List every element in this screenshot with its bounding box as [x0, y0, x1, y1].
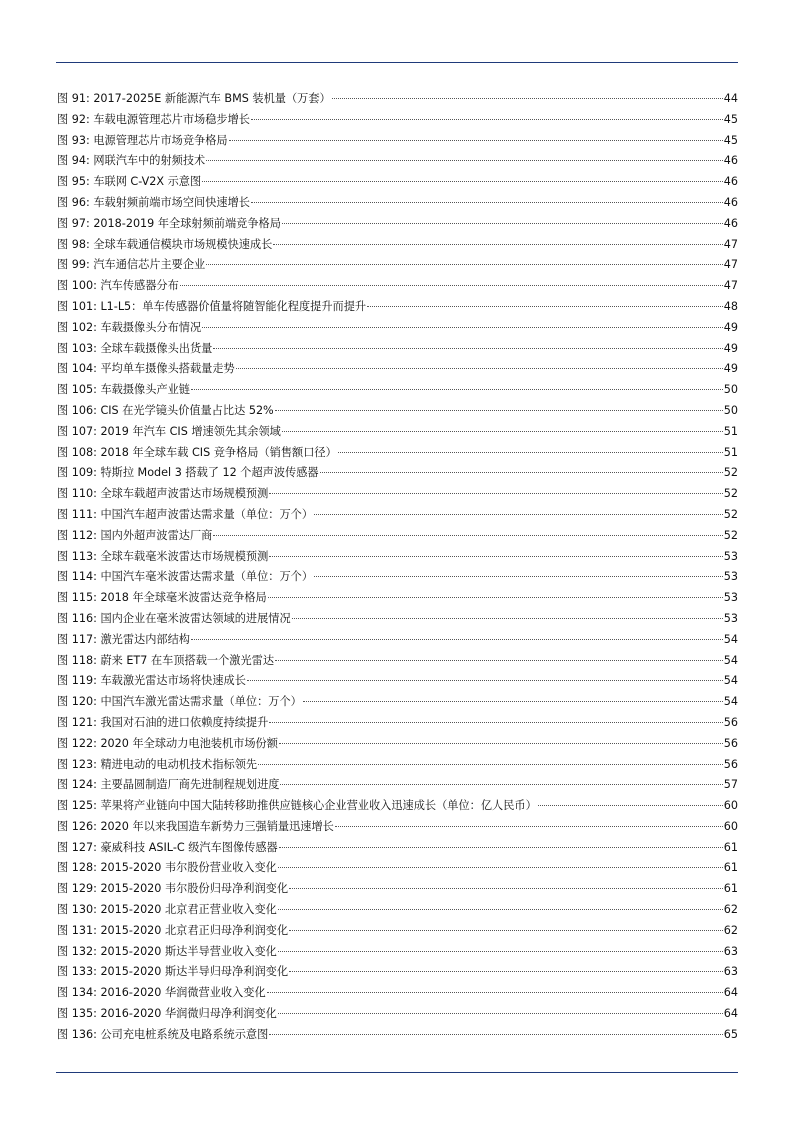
figure-number: 图 135:: [57, 1007, 97, 1021]
figure-title: 车载电源管理芯片市场稳步增长: [93, 112, 250, 126]
page-number: 60: [723, 799, 738, 813]
figure-title: 2016-2020 华润微归母净利润变化: [100, 1007, 277, 1021]
page-number: 45: [723, 133, 738, 147]
dot-leader: [280, 784, 722, 785]
figure-title: 蔚来 ET7 在车顶搭载一个激光雷达: [100, 653, 275, 667]
toc-entry[interactable]: [57, 380, 738, 401]
dot-leader: [191, 389, 723, 390]
figure-number: 图 122:: [57, 736, 97, 750]
toc-entry[interactable]: [57, 151, 738, 172]
dot-leader: [278, 867, 723, 868]
dot-leader: [367, 306, 723, 307]
figure-number: 图 98:: [57, 237, 90, 251]
page-number: 46: [723, 175, 738, 189]
figure-title: 网联汽车中的射频技术: [93, 154, 206, 168]
toc-entry[interactable]: [57, 671, 738, 692]
figure-title: 2015-2020 韦尔股份归母净利润变化: [100, 882, 289, 896]
figure-title: 豪威科技 ASIL-C 级汽车图像传感器: [100, 840, 278, 854]
toc-entry[interactable]: [57, 526, 738, 547]
toc-entry[interactable]: [57, 505, 738, 526]
figure-number: 图 105:: [57, 383, 97, 397]
figure-number: 图 100:: [57, 279, 97, 293]
figure-title: 2015-2020 斯达半导归母净利润变化: [100, 965, 289, 979]
figure-number: 图 115:: [57, 591, 97, 605]
page-number: 54: [723, 695, 738, 709]
toc-entry[interactable]: [57, 339, 738, 360]
figure-title: 苹果将产业链向中国大陆转移助推供应链核心企业营业收入迅速成长（单位：亿人民币）: [100, 799, 537, 813]
page-number: 48: [723, 299, 738, 313]
dot-leader: [213, 348, 722, 349]
figure-number: 图 117:: [57, 632, 97, 646]
figure-number: 图 94:: [57, 154, 90, 168]
figure-number: 图 125:: [57, 799, 97, 813]
figure-title: 全球车载摄像头出货量: [100, 341, 213, 355]
toc-entry[interactable]: [57, 713, 738, 734]
figure-number: 图 120:: [57, 695, 97, 709]
figure-title: 中国汽车超声波雷达需求量（单位：万个）: [100, 507, 314, 521]
figure-number: 图 131:: [57, 923, 97, 937]
figure-title: 车载摄像头分布情况: [100, 320, 202, 334]
dot-leader: [251, 202, 723, 203]
figure-title: L1-L5：单车传感器价值量将随智能化程度提升而提升: [100, 299, 367, 313]
figure-number: 图 109:: [57, 466, 97, 480]
page-number: 47: [723, 279, 738, 293]
page-number: 51: [723, 424, 738, 438]
toc-entry[interactable]: [57, 422, 738, 443]
figure-number: 图 91:: [57, 92, 90, 105]
figure-number: 图 121:: [57, 715, 97, 729]
toc-entry[interactable]: [57, 942, 738, 963]
page-number: 61: [723, 840, 738, 854]
dot-leader: [278, 951, 723, 952]
page-number: 53: [723, 611, 738, 625]
figure-number: 图 110:: [57, 487, 97, 501]
figure-title: 车载射频前端市场空间快速增长: [93, 195, 250, 209]
dot-leader: [338, 452, 723, 453]
toc-entry[interactable]: [57, 630, 738, 651]
page-number: 50: [723, 383, 738, 397]
figure-title: 我国对石油的进口依赖度持续提升: [100, 715, 269, 729]
page-number: 61: [723, 882, 738, 896]
page-number: 52: [723, 507, 738, 521]
figure-number: 图 114:: [57, 570, 97, 584]
figure-number: 图 126:: [57, 819, 97, 833]
figure-number: 图 95:: [57, 175, 90, 189]
figure-title: 精进电动的电动机技术指标领先: [100, 757, 258, 771]
toc-entry[interactable]: [57, 567, 738, 588]
figure-toc-list: [57, 89, 738, 1046]
toc-entry[interactable]: [57, 255, 738, 276]
dot-leader: [292, 618, 723, 619]
toc-entry[interactable]: [57, 692, 738, 713]
footer-rule: [56, 1072, 738, 1073]
figure-number: 图 116:: [57, 611, 97, 625]
dot-leader: [275, 660, 723, 661]
page-number: 46: [723, 154, 738, 168]
figure-title: 全球车载超声波雷达市场规模预测: [100, 487, 269, 501]
figure-title: 电源管理芯片市场竞争格局: [93, 133, 228, 147]
figure-number: 图 113:: [57, 549, 97, 563]
page-number: 64: [723, 986, 738, 1000]
figure-title: 车载激光雷达市场将快速成长: [100, 674, 246, 688]
toc-entry[interactable]: [57, 651, 738, 672]
figure-title: 国内外超声波雷达厂商: [100, 528, 213, 542]
toc-entry[interactable]: [57, 983, 738, 1004]
dot-leader: [282, 431, 723, 432]
dot-leader: [282, 223, 723, 224]
figure-title: 2020 年以来我国造车新势力三强销量迅速增长: [100, 819, 334, 833]
figure-title: 全球车载毫米波雷达市场规模预测: [100, 549, 269, 563]
figure-title: CIS 在光学镜头价值量占比达 52%: [100, 403, 274, 417]
toc-entry[interactable]: [57, 879, 738, 900]
figure-title: 2015-2020 斯达半导营业收入变化: [100, 944, 277, 958]
figure-title: 2020 年全球动力电池装机市场份额: [100, 736, 278, 750]
dot-leader: [267, 992, 723, 993]
page-number: 60: [723, 819, 738, 833]
toc-entry[interactable]: [57, 588, 738, 609]
toc-entry[interactable]: [57, 235, 738, 256]
figure-title: 主要晶圆制造厂商先进制程规划进度: [100, 778, 280, 792]
figure-title: 2017-2025E 新能源汽车 BMS 装机量（万套）: [93, 92, 331, 105]
dot-leader: [269, 1034, 722, 1035]
page-number: 62: [723, 903, 738, 917]
toc-entry[interactable]: [57, 193, 738, 214]
figure-title: 2015-2020 韦尔股份营业收入变化: [100, 861, 277, 875]
dot-leader: [191, 639, 723, 640]
figure-number: 图 97:: [57, 216, 90, 230]
page-number: 54: [723, 632, 738, 646]
figure-number: 图 103:: [57, 341, 97, 355]
toc-entry[interactable]: [57, 359, 738, 380]
figure-number: 图 112:: [57, 528, 97, 542]
figure-number: 图 106:: [57, 403, 97, 417]
figure-number: 图 129:: [57, 882, 97, 896]
toc-entry[interactable]: [57, 838, 738, 859]
figure-number: 图 96:: [57, 195, 90, 209]
figure-title: 激光雷达内部结构: [100, 632, 190, 646]
toc-entry[interactable]: [57, 962, 738, 983]
figure-title: 2018-2019 年全球射频前端竞争格局: [93, 216, 281, 230]
toc-entry[interactable]: [57, 900, 738, 921]
toc-entry[interactable]: [57, 318, 738, 339]
page-number: 50: [723, 403, 738, 417]
toc-entry[interactable]: [57, 110, 738, 131]
toc-entry[interactable]: [57, 775, 738, 796]
dot-leader: [314, 576, 723, 577]
page-number: 52: [723, 487, 738, 501]
toc-entry[interactable]: [57, 755, 738, 776]
figure-title: 车联网 C-V2X 示意图: [93, 175, 202, 189]
dot-leader: [269, 722, 722, 723]
figure-title: 2018 年全球车载 CIS 竞争格局（销售额口径）: [100, 445, 337, 459]
figure-number: 图 128:: [57, 861, 97, 875]
figure-title: 2018 年全球毫米波雷达竞争格局: [100, 591, 267, 605]
page-number: 56: [723, 757, 738, 771]
toc-entry[interactable]: [57, 297, 738, 318]
toc-entry[interactable]: [57, 131, 738, 152]
dot-leader: [279, 743, 723, 744]
dot-leader: [273, 244, 722, 245]
toc-entry[interactable]: [57, 89, 738, 110]
figure-number: 图 134:: [57, 986, 97, 1000]
page-number: 56: [723, 715, 738, 729]
page-number: 49: [723, 362, 738, 376]
figure-number: 图 133:: [57, 965, 97, 979]
page-number: 63: [723, 944, 738, 958]
figure-number: 图 130:: [57, 903, 97, 917]
figure-number: 图 127:: [57, 840, 97, 854]
page-number: 54: [723, 674, 738, 688]
figure-title: 中国汽车激光雷达需求量（单位：万个）: [100, 695, 302, 709]
figure-title: 平均单车摄像头搭载量走势: [100, 362, 235, 376]
figure-title: 国内企业在毫米波雷达领域的进展情况: [100, 611, 291, 625]
figure-number: 图 132:: [57, 944, 97, 958]
dot-leader: [269, 556, 722, 557]
dot-leader: [314, 514, 723, 515]
page-number: 45: [723, 112, 738, 126]
figure-title: 汽车通信芯片主要企业: [93, 258, 206, 272]
dot-leader: [251, 119, 723, 120]
toc-entry[interactable]: [57, 401, 738, 422]
figure-number: 图 136:: [57, 1027, 97, 1041]
dot-leader: [320, 472, 723, 473]
page-number: 49: [723, 341, 738, 355]
dot-leader: [269, 493, 722, 494]
figure-title: 车载摄像头产业链: [100, 383, 190, 397]
figure-number: 图 119:: [57, 674, 97, 688]
dot-leader: [258, 764, 723, 765]
dot-leader: [202, 181, 723, 182]
figure-number: 图 104:: [57, 362, 97, 376]
page-number: 57: [723, 778, 738, 792]
dot-leader: [206, 160, 723, 161]
page-number: 49: [723, 320, 738, 334]
dot-leader: [335, 826, 723, 827]
figure-title: 全球车载通信模块市场规模快速成长: [93, 237, 273, 251]
dot-leader: [206, 264, 723, 265]
figure-title: 2015-2020 北京君正归母净利润变化: [100, 923, 289, 937]
toc-entry[interactable]: [57, 214, 738, 235]
figure-title: 中国汽车毫米波雷达需求量（单位：万个）: [100, 570, 314, 584]
figure-title: 2015-2020 北京君正营业收入变化: [100, 903, 277, 917]
toc-entry[interactable]: [57, 1025, 738, 1046]
dot-leader: [213, 535, 722, 536]
toc-entry[interactable]: [57, 609, 738, 630]
dot-leader: [303, 701, 723, 702]
dot-leader: [268, 597, 723, 598]
figure-number: 图 123:: [57, 757, 97, 771]
dot-leader: [278, 1013, 723, 1014]
figure-number: 图 93:: [57, 133, 90, 147]
page-number: 62: [723, 923, 738, 937]
page-number: 44: [723, 92, 738, 105]
toc-entry[interactable]: [57, 1004, 738, 1025]
toc-entry[interactable]: [57, 172, 738, 193]
toc-entry[interactable]: [57, 443, 738, 464]
page-number: 46: [723, 195, 738, 209]
dot-leader: [289, 971, 723, 972]
figure-number: 图 101:: [57, 299, 97, 313]
figure-number: 图 92:: [57, 112, 90, 126]
page-number: 47: [723, 237, 738, 251]
figure-title: 2019 年汽车 CIS 增速领先其余领域: [100, 424, 281, 438]
page-number: 52: [723, 466, 738, 480]
dot-leader: [229, 140, 723, 141]
page-number: 53: [723, 591, 738, 605]
figure-number: 图 102:: [57, 320, 97, 334]
dot-leader: [180, 285, 723, 286]
figure-number: 图 108:: [57, 445, 97, 459]
dot-leader: [279, 847, 723, 848]
toc-entry[interactable]: [57, 463, 738, 484]
figure-number: 图 118:: [57, 653, 97, 667]
figure-title: 2016-2020 华润微营业收入变化: [100, 986, 266, 1000]
toc-entry[interactable]: [57, 858, 738, 879]
page-number: 52: [723, 528, 738, 542]
toc-entry[interactable]: [57, 484, 738, 505]
page-number: 63: [723, 965, 738, 979]
dot-leader: [202, 327, 723, 328]
toc-entry[interactable]: [57, 921, 738, 942]
dot-leader: [332, 98, 723, 99]
toc-entry[interactable]: [57, 817, 738, 838]
figure-title: 汽车传感器分布: [100, 279, 179, 293]
toc-entry[interactable]: [57, 734, 738, 755]
page-number: 46: [723, 216, 738, 230]
page-number: 47: [723, 258, 738, 272]
toc-entry[interactable]: [57, 276, 738, 297]
page-number: 53: [723, 570, 738, 584]
dot-leader: [289, 930, 723, 931]
page-number: 56: [723, 736, 738, 750]
toc-entry[interactable]: [57, 796, 738, 817]
figure-number: 图 99:: [57, 258, 90, 272]
page-number: 53: [723, 549, 738, 563]
page-number: 54: [723, 653, 738, 667]
page-number: 51: [723, 445, 738, 459]
dot-leader: [236, 368, 723, 369]
figure-title: 公司充电桩系统及电路系统示意图: [100, 1027, 269, 1041]
page-number: 61: [723, 861, 738, 875]
figure-number: 图 107:: [57, 424, 97, 438]
dot-leader: [538, 805, 723, 806]
dot-leader: [275, 410, 723, 411]
header-rule: [56, 62, 738, 63]
dot-leader: [278, 909, 723, 910]
figure-title: 特斯拉 Model 3 搭载了 12 个超声波传感器: [100, 466, 319, 480]
page-number: 64: [723, 1007, 738, 1021]
toc-entry[interactable]: [57, 547, 738, 568]
figure-number: 图 111:: [57, 507, 97, 521]
page-number: 65: [723, 1027, 738, 1041]
figure-number: 图 124:: [57, 778, 97, 792]
dot-leader: [247, 680, 723, 681]
dot-leader: [289, 888, 723, 889]
